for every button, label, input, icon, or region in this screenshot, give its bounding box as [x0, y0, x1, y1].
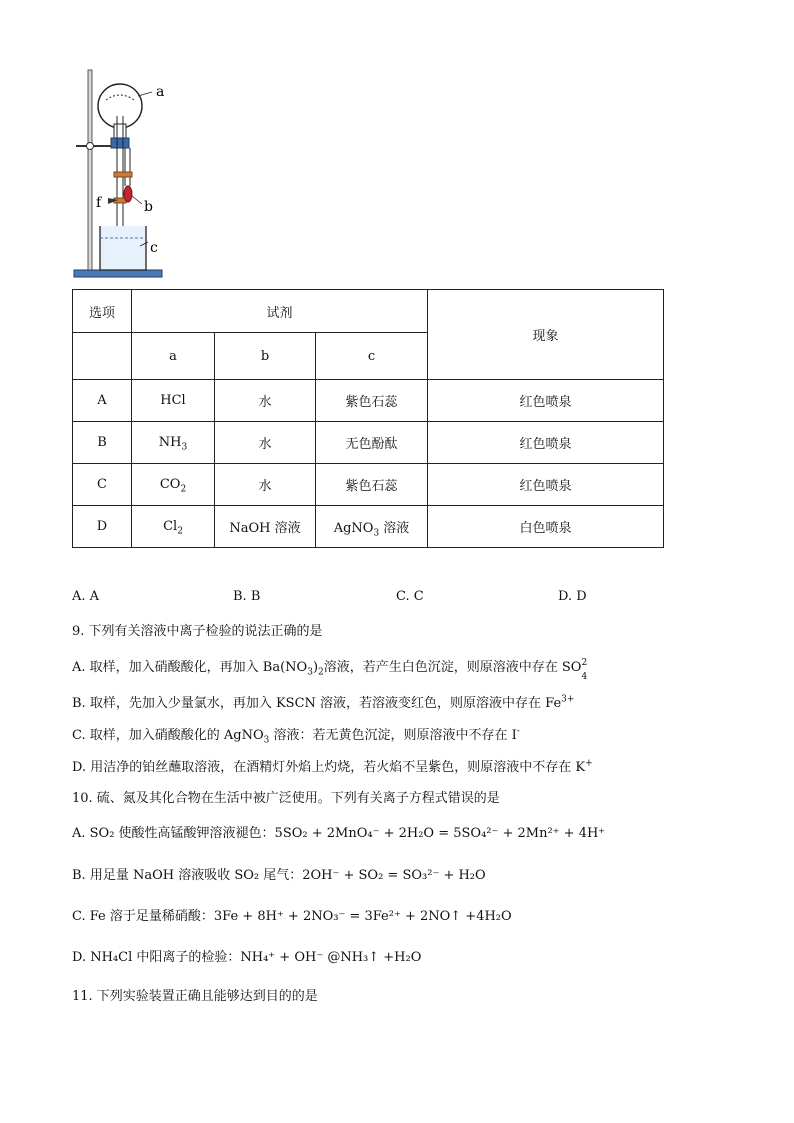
dropper-b [124, 186, 132, 202]
q10-stem: 10. 硫、氮及其化合物在生活中被广泛使用。下列有关离子方程式错误的是 [72, 791, 500, 806]
row-b: 水 [215, 422, 316, 464]
option-d[interactable]: D. D [558, 589, 587, 604]
label-f: f [96, 195, 102, 211]
table-row [73, 380, 664, 422]
row-a: HCl [132, 380, 215, 422]
option-b[interactable]: B. B [233, 589, 261, 604]
row-phenomenon: 红色喷泉 [428, 380, 664, 422]
q10-option-b[interactable]: B. 用足量 NaOH 溶液吸收 SO₂ 尾气：2OH⁻ + SO₂ = SO₃²⁻ + H₂O [72, 868, 486, 883]
row-option: A [73, 380, 132, 422]
q9-stem: 9. 下列有关溶液中离子检验的说法正确的是 [72, 624, 323, 639]
header-reagent: 试剂 [132, 290, 428, 333]
row-option: B [73, 422, 132, 464]
row-phenomenon: 红色喷泉 [428, 422, 664, 464]
option-a[interactable]: A. A [72, 589, 100, 604]
table-row [73, 422, 664, 464]
stopper [111, 138, 129, 148]
header-a: a [132, 333, 215, 380]
label-a: a [156, 84, 165, 100]
header-c: c [316, 333, 428, 380]
header-b: b [215, 333, 316, 380]
reagent-table [72, 289, 664, 548]
row-c: AgNO$_3$ 溶液 [316, 506, 428, 548]
row-option: D [73, 506, 132, 548]
q8-options [72, 589, 672, 607]
row-a: $Cl_2$ [132, 506, 215, 548]
clamp-knob [87, 143, 94, 150]
header-blank [73, 333, 132, 380]
fountain-apparatus-figure [70, 66, 180, 282]
row-c: 紫色石蕊 [316, 464, 428, 506]
header-option: 选项 [73, 290, 132, 333]
table-row [73, 464, 664, 506]
row-b: 水 [215, 464, 316, 506]
table-row [73, 506, 664, 548]
row-b: 水 [215, 380, 316, 422]
row-a: $CO_2$ [132, 464, 215, 506]
label-c: c [150, 240, 158, 256]
q10-option-a[interactable]: A. SO₂ 使酸性高锰酸钾溶液褪色：5SO₂ + 2MnO₄⁻ + 2H₂O = 5SO₄²⁻ + 2Mn²⁺ + 4H⁺ [72, 826, 606, 841]
stand-base [74, 270, 162, 277]
label-b: b [144, 199, 153, 215]
q10-option-c[interactable]: C. Fe 溶于足量稀硝酸：3Fe + 8H⁺ + 2NO₃⁻ = 3Fe²⁺ + 2NO↑ +4H₂O [72, 909, 512, 924]
option-c[interactable]: C. C [396, 589, 424, 604]
row-a: $NH_3$ [132, 422, 215, 464]
row-phenomenon: 白色喷泉 [428, 506, 664, 548]
q9-option-c[interactable]: C. 取样，加入硝酸酸化的 AgNO$_3$ 溶液：若无黄色沉淀，则原溶液中不存在 I- [72, 726, 520, 746]
stand-rod [88, 70, 92, 270]
row-c: 紫色石蕊 [316, 380, 428, 422]
header-phenomenon: 现象 [428, 290, 664, 380]
q9-option-a[interactable]: A. 取样，加入硝酸酸化，再加入 $Ba(NO_3)_2$溶液，若产生白色沉淀，则原溶液中存在 SO 2 4 [72, 658, 588, 682]
row-option: C [73, 464, 132, 506]
q11-stem: 11. 下列实验装置正确且能够达到目的的是 [72, 989, 318, 1004]
flask-a [98, 84, 142, 128]
q9-option-b[interactable]: B. 取样，先加入少量氯水，再加入 KSCN 溶液，若溶液变红色，则原溶液中存在 $Fe^{3+}$ [72, 694, 575, 711]
row-c: 无色酚酞 [316, 422, 428, 464]
q10-option-d[interactable]: D. NH₄Cl 中阳离子的检验：NH₄⁺ + OH⁻ @NH₃↑ +H₂O [72, 950, 422, 965]
row-phenomenon: 红色喷泉 [428, 464, 664, 506]
q9-option-d[interactable]: D. 用洁净的铂丝蘸取溶液，在酒精灯外焰上灼烧，若火焰不呈紫色，则原溶液中不存在 K+ [72, 758, 593, 775]
beaker-c [100, 226, 146, 270]
row-b: NaOH 溶液 [215, 506, 316, 548]
